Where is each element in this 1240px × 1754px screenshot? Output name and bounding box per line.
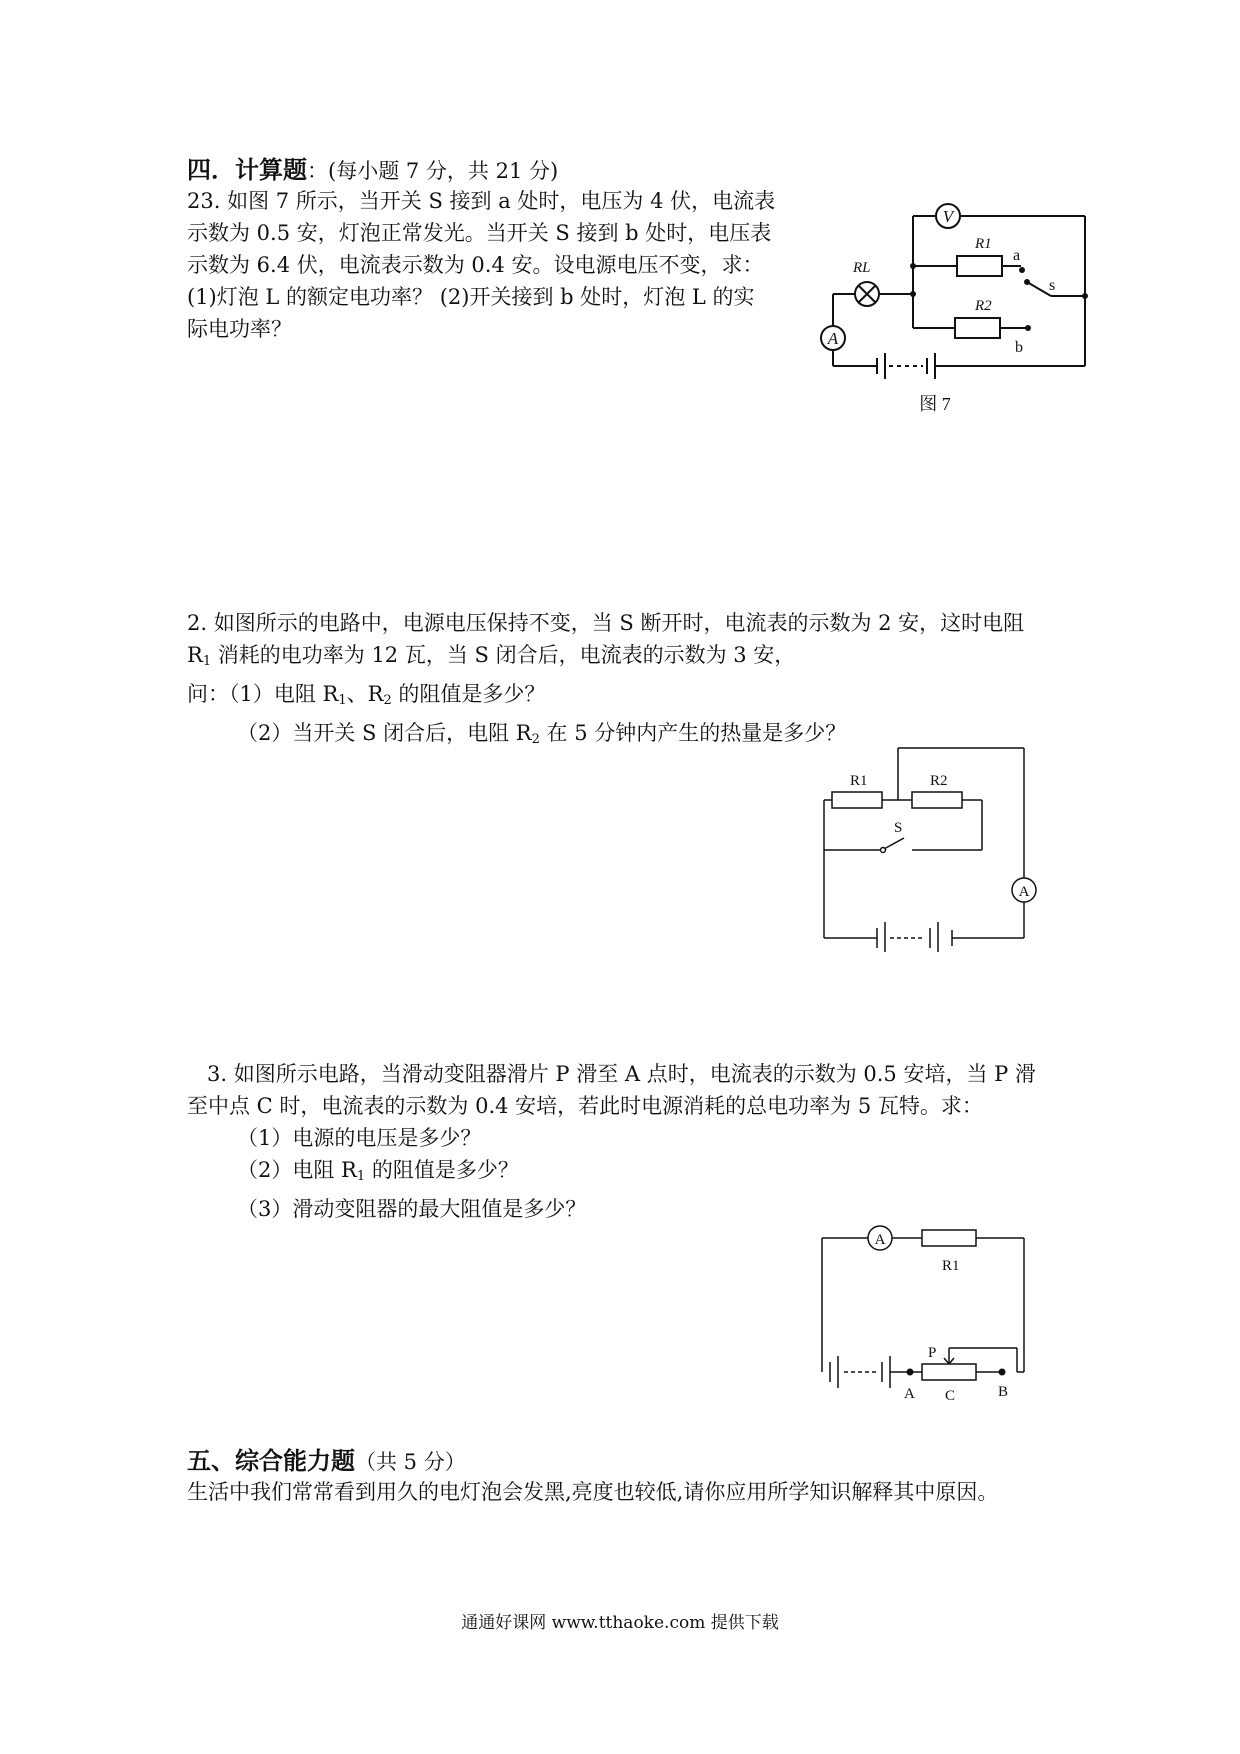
question-23-line: (1)灯泡 L 的额定电功率？ (2)开关接到 b 处时，灯泡 L 的实 bbox=[187, 285, 755, 309]
question-2-line-2: $R_1$ 消耗的电功率为 12 瓦，当 S 闭合后，电流表的示数为 3 安， bbox=[187, 643, 796, 669]
q3-point-c-label: C bbox=[945, 1388, 956, 1404]
q2-ammeter-label: A bbox=[1018, 884, 1030, 900]
question-3-circuit bbox=[812, 1222, 1052, 1402]
section-5-title: 五、综合能力题 bbox=[187, 1447, 355, 1475]
q2-r2-label: R2 bbox=[930, 773, 948, 789]
q2-r1-label: R1 bbox=[850, 773, 868, 789]
question-3-line-2: 至中点 C 时，电流表的示数为 0.4 安培，若此时电源消耗的总电功率为 5 瓦特。求： bbox=[187, 1094, 983, 1118]
terminal-b-label: b bbox=[1015, 339, 1023, 356]
section-4-note: ：(每小题 7 分，共 21 分) bbox=[307, 159, 559, 183]
q2-switch-label: S bbox=[894, 820, 903, 836]
lamp-label: RL bbox=[853, 260, 871, 276]
q3-slider-p-label: P bbox=[928, 1345, 937, 1361]
question-23-line: 23. 如图 7 所示，当开关 S 接到 a 处时，电压为 4 伏，电流表 bbox=[187, 189, 776, 213]
q3-point-b-label: B bbox=[998, 1384, 1009, 1400]
question-3-sub-1: （1）电源的电压是多少？ bbox=[237, 1126, 482, 1150]
q3-r1-label: R1 bbox=[942, 1258, 960, 1274]
figure-7-circuit bbox=[785, 190, 1105, 420]
section-5-text: 生活中我们常常看到用久的电灯泡会发黑,亮度也较低,请你应用所学知识解释其中原因。 bbox=[187, 1480, 999, 1504]
question-23 bbox=[187, 185, 775, 345]
question-2 bbox=[187, 607, 1024, 756]
q3-ammeter-label: A bbox=[874, 1232, 886, 1248]
ammeter-label: A bbox=[827, 329, 839, 348]
page-footer: 通通好课网 www.tthaoke.com 提供下载 bbox=[461, 1613, 779, 1633]
question-2-line-4: （2）当开关 S 闭合后，电阻 $R_2$ 在 5 分钟内产生的热量是多少？ bbox=[237, 721, 847, 747]
question-2-line-1: 2. 如图所示的电路中，电源电压保持不变，当 S 断开时，电流表的示数为 2 安，这时电阻 bbox=[187, 611, 1025, 635]
switch-s-label: s bbox=[1049, 277, 1056, 294]
r2-label: R2 bbox=[975, 298, 992, 314]
question-23-line: 际电功率？ bbox=[187, 317, 292, 341]
question-3-sub-3: （3）滑动变阻器的最大阻值是多少？ bbox=[237, 1197, 587, 1221]
q3-point-a-label: A bbox=[904, 1386, 915, 1402]
question-3-sub-2: （2）电阻 $R_1$ 的阻值是多少？ bbox=[237, 1158, 519, 1184]
r1-label: R1 bbox=[975, 236, 992, 252]
question-23-line: 示数为 6.4 伏，电流表示数为 0.4 安。设电源电压不变，求： bbox=[187, 253, 764, 277]
question-23-line: 示数为 0.5 安，灯泡正常发光。当开关 S 接到 b 处时，电压表 bbox=[187, 221, 772, 245]
question-3 bbox=[187, 1058, 1036, 1225]
question-3-line-1: 3. 如图所示电路，当滑动变阻器滑片 P 滑至 A 点时，电流表的示数为 0.5 安培，当 P 滑 bbox=[207, 1062, 1036, 1086]
terminal-a-label: a bbox=[1013, 247, 1021, 264]
question-2-circuit bbox=[812, 740, 1052, 940]
section-5-heading bbox=[187, 1441, 466, 1476]
section-4-heading bbox=[187, 150, 558, 185]
section-4-title: 四．计算题 bbox=[187, 156, 307, 184]
question-2-line-3: 问：（1）电阻 $R_1$、$R_2$ 的阻值是多少？ bbox=[187, 682, 546, 708]
voltmeter-label: V bbox=[942, 207, 954, 226]
figure-7-caption: 图 7 bbox=[919, 394, 951, 414]
section-5-note: （共 5 分） bbox=[355, 1450, 466, 1474]
